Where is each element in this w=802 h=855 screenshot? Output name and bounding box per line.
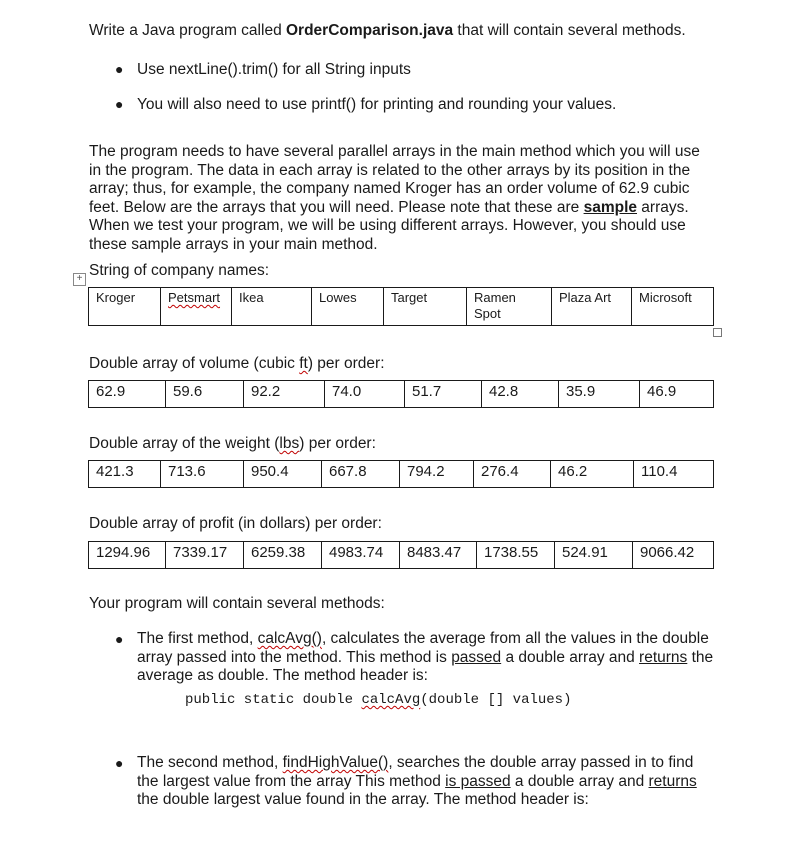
label-unit: lbs xyxy=(279,435,300,452)
method-text: a double array and xyxy=(501,648,640,666)
volume-cell: 74.0 xyxy=(325,381,405,408)
method-text: , calculates the average from all the values in the double array passed into the method. This method is xyxy=(137,630,709,666)
profit-cell: 8483.47 xyxy=(400,542,477,569)
code-method-name: calcAvg xyxy=(361,692,421,708)
returns-underline: returns xyxy=(639,648,688,666)
weight-table xyxy=(88,460,714,488)
table-resize-handle-icon[interactable] xyxy=(713,328,722,337)
company-cell: Kroger xyxy=(89,288,161,326)
company-name: Petsmart xyxy=(168,290,221,305)
code-text-end: (double [] values) xyxy=(420,692,572,708)
description-paragraph xyxy=(89,143,709,254)
volume-cell: 42.8 xyxy=(482,381,559,408)
table-move-handle-icon[interactable]: + xyxy=(73,273,86,286)
bullet-dot-icon: ● xyxy=(115,631,124,647)
volume-table xyxy=(88,380,714,408)
weight-cell: 713.6 xyxy=(161,461,244,488)
weight-label xyxy=(89,435,376,453)
label-unit: ft xyxy=(299,355,308,372)
company-cell xyxy=(161,288,232,326)
label-text: Double array of the weight ( xyxy=(89,435,280,452)
table-row xyxy=(89,381,714,408)
method-text: the double largest value found in the array. The method header is: xyxy=(137,791,589,808)
method-text: a double array and xyxy=(510,772,649,790)
profit-cell: 6259.38 xyxy=(244,542,322,569)
passed-underline: passed xyxy=(451,648,502,666)
weight-cell: 421.3 xyxy=(89,461,161,488)
table-row xyxy=(89,288,714,326)
volume-cell: 46.9 xyxy=(640,381,714,408)
method1-bullet xyxy=(115,630,717,686)
label-text: Double array of volume (cubic xyxy=(89,355,300,372)
profit-cell: 7339.17 xyxy=(166,542,244,569)
profit-label: Double array of profit (in dollars) per order: xyxy=(89,515,382,532)
companies-label: String of company names: xyxy=(89,262,270,279)
company-cell: Ikea xyxy=(232,288,312,326)
company-cell: Lowes xyxy=(312,288,384,326)
company-cell: Target xyxy=(384,288,467,326)
profit-cell: 524.91 xyxy=(555,542,633,569)
bullet-text: Use nextLine().trim() for all String inputs xyxy=(137,61,411,78)
program-filename: OrderComparison.java xyxy=(286,22,454,39)
weight-cell: 276.4 xyxy=(474,461,551,488)
passed-underline: is passed xyxy=(445,772,511,790)
volume-cell: 51.7 xyxy=(405,381,482,408)
code-text: public static double xyxy=(185,692,362,708)
bullet-dot-icon: ● xyxy=(115,755,124,771)
table-row xyxy=(89,542,714,569)
profit-cell: 4983.74 xyxy=(322,542,400,569)
bullet-item xyxy=(115,61,411,79)
intro-text-end: that will contain several methods. xyxy=(453,22,686,39)
method2-bullet xyxy=(115,754,717,810)
returns-underline: returns xyxy=(648,772,697,790)
company-cell: Ramen Spot xyxy=(467,288,552,326)
method-name: calcAvg() xyxy=(257,630,322,647)
weight-cell: 110.4 xyxy=(634,461,714,488)
profit-cell: 9066.42 xyxy=(633,542,714,569)
volume-cell: 62.9 xyxy=(89,381,166,408)
method-text: , searches the double array passed in to find the largest value from the array This method xyxy=(137,754,694,790)
table-row xyxy=(89,461,714,488)
bullet-text: You will also need to use printf() for printing and rounding your values. xyxy=(137,96,617,113)
company-cell: Plaza Art xyxy=(552,288,632,326)
bullet-item xyxy=(115,96,617,114)
profit-cell: 1294.96 xyxy=(89,542,166,569)
volume-cell: 92.2 xyxy=(244,381,325,408)
bullet-dot-icon: ● xyxy=(115,61,124,77)
method-text: The first method, xyxy=(137,630,258,647)
paragraph-text-end: arrays. When we test your program, we will be using different arrays. However, you should use these sample arrays in your main method. xyxy=(89,198,689,253)
companies-table xyxy=(88,287,714,326)
sample-emphasis: sample xyxy=(583,198,637,216)
profit-table xyxy=(88,541,714,569)
weight-cell: 46.2 xyxy=(551,461,634,488)
volume-label xyxy=(89,355,385,373)
intro-text: Write a Java program called xyxy=(89,22,286,39)
profit-cell: 1738.55 xyxy=(477,542,555,569)
methods-intro: Your program will contain several methods: xyxy=(89,595,385,612)
paragraph-text: The program needs to have several parallel arrays in the main method which you will use in the program. The data in each array is related to the other arrays by its position in the array; thus, for example, the company named Kroger has an order volume of 62.9 cubic feet. Below are the arrays that you will need. Please note that these are xyxy=(89,143,700,216)
bullet-dot-icon: ● xyxy=(115,96,124,112)
weight-cell: 794.2 xyxy=(400,461,474,488)
method-text: the average as double. The method header is: xyxy=(137,648,714,684)
method-name: findHighValue() xyxy=(282,754,389,771)
volume-cell: 35.9 xyxy=(559,381,640,408)
method-text: The second method, xyxy=(137,754,283,771)
volume-cell: 59.6 xyxy=(166,381,244,408)
weight-cell: 950.4 xyxy=(244,461,322,488)
weight-cell: 667.8 xyxy=(322,461,400,488)
company-cell: Microsoft xyxy=(632,288,714,326)
intro-line xyxy=(89,22,686,41)
method1-header-code xyxy=(185,692,571,708)
label-text-end: ) per order: xyxy=(307,355,385,372)
label-text-end: ) per order: xyxy=(299,435,376,452)
